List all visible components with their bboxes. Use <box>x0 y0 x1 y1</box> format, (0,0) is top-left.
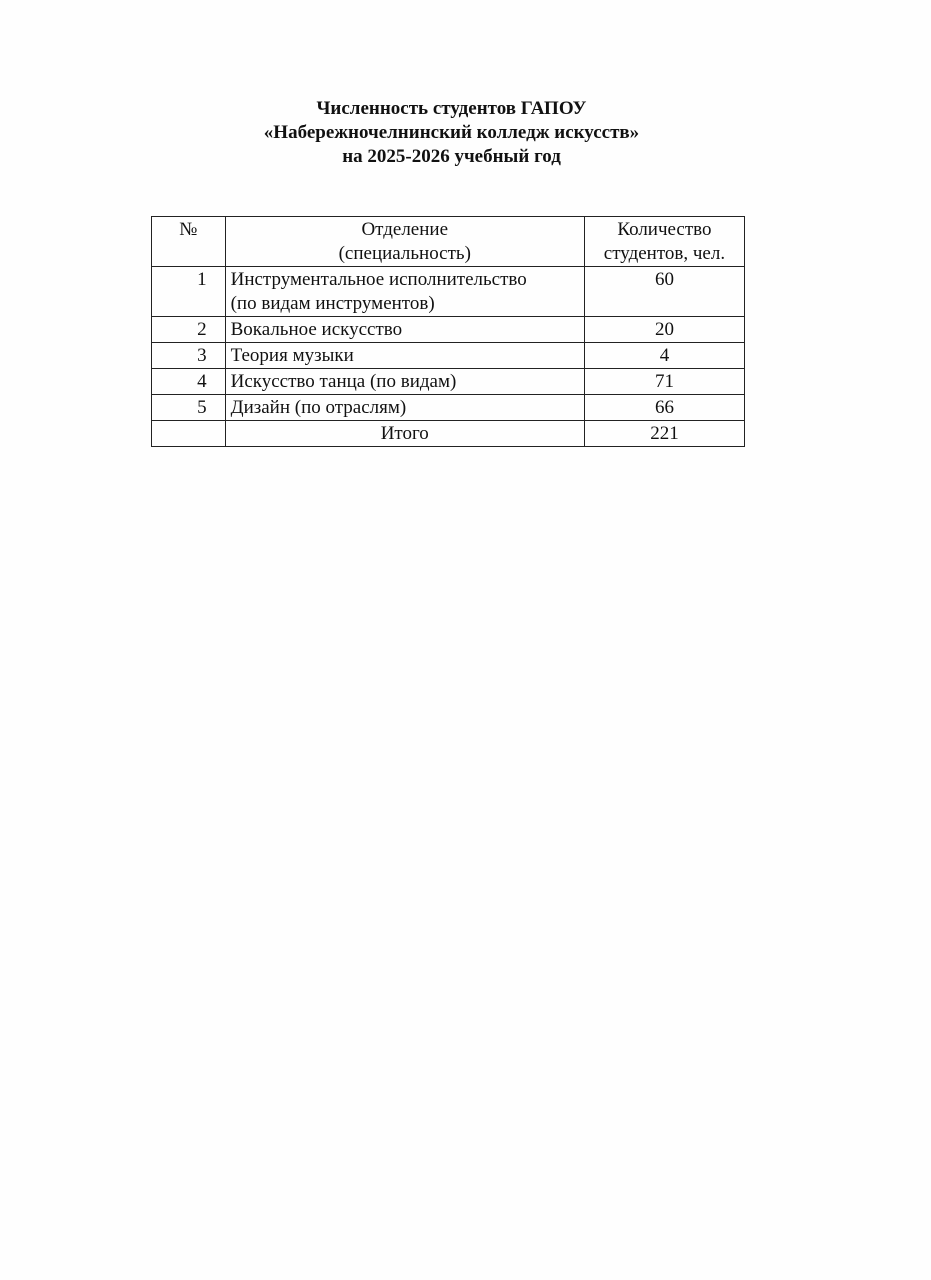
total-number-empty <box>152 421 226 447</box>
row-count: 66 <box>584 395 744 421</box>
row-number: 1 <box>152 267 226 317</box>
row-department: Теория музыки <box>225 343 584 369</box>
row-department-line-2: (по видам инструментов) <box>230 293 435 314</box>
title-line-1: Численность студентов ГАПОУ <box>316 98 587 119</box>
row-number: 5 <box>152 395 226 421</box>
header-department-line-2: (специальность) <box>338 243 471 264</box>
students-table <box>151 216 745 447</box>
header-department <box>225 217 584 267</box>
header-count-line-1: Количество <box>617 219 712 240</box>
row-number: 2 <box>152 317 226 343</box>
header-number: № <box>152 217 226 267</box>
table-row <box>152 395 745 421</box>
document-title <box>0 97 931 169</box>
table-row <box>152 267 745 317</box>
total-count: 221 <box>584 421 744 447</box>
title-line-3: на 2025-2026 учебный год <box>342 146 561 167</box>
row-count: 20 <box>584 317 744 343</box>
header-department-line-1: Отделение <box>361 219 449 240</box>
row-number: 3 <box>152 343 226 369</box>
row-count: 60 <box>584 267 744 317</box>
total-label: Итого <box>225 421 584 447</box>
row-count: 71 <box>584 369 744 395</box>
table-total-row <box>152 421 745 447</box>
table-row <box>152 343 745 369</box>
row-department: Вокальное искусство <box>225 317 584 343</box>
row-department <box>225 267 584 317</box>
row-department: Искусство танца (по видам) <box>225 369 584 395</box>
title-line-2: «Набережночелнинский колледж искусств» <box>263 122 640 143</box>
table-row <box>152 369 745 395</box>
row-department-line-1: Инструментальное исполнительство <box>230 269 527 290</box>
table-header-row <box>152 217 745 267</box>
header-count <box>584 217 744 267</box>
table-row <box>152 317 745 343</box>
row-department: Дизайн (по отраслям) <box>225 395 584 421</box>
row-number: 4 <box>152 369 226 395</box>
header-count-line-2: студентов, чел. <box>603 243 726 264</box>
row-count: 4 <box>584 343 744 369</box>
